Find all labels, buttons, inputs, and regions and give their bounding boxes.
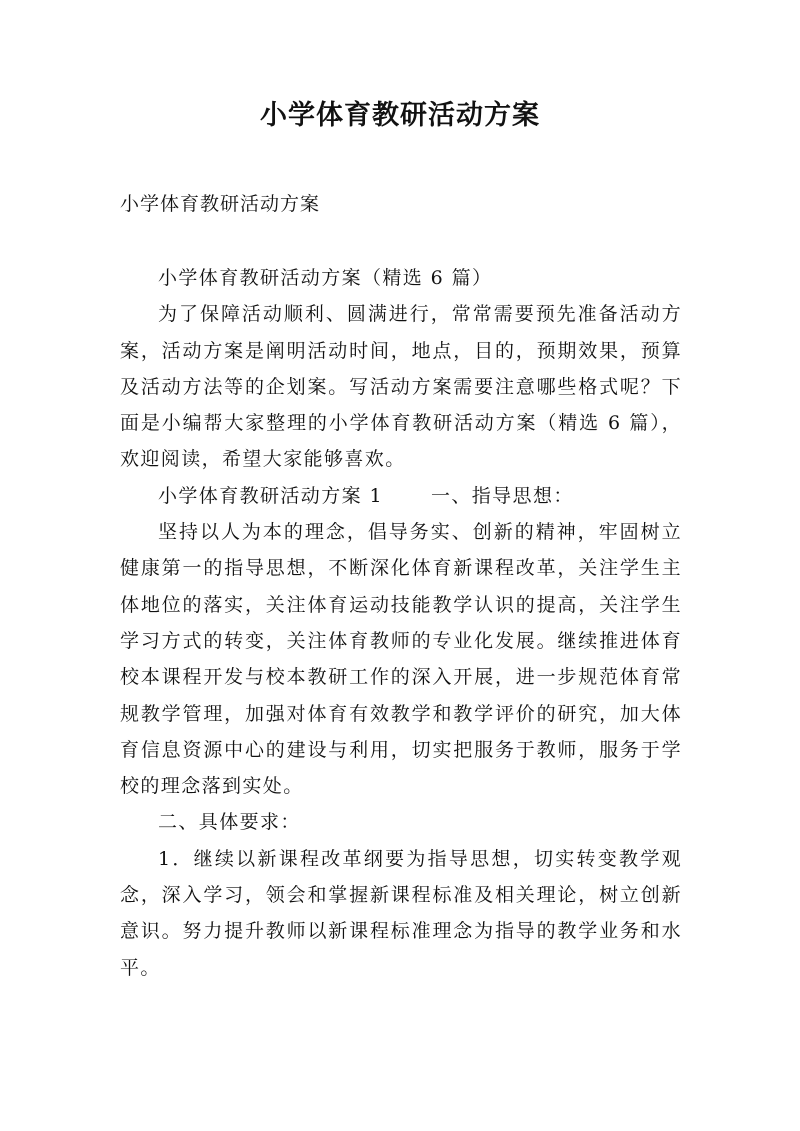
guiding-ideology-heading: 一、指导思想： bbox=[430, 484, 574, 507]
requirements-heading: 二、具体要求： bbox=[158, 811, 301, 834]
document-body bbox=[120, 260, 682, 986]
guiding-ideology-paragraph: 坚持以人为本的理念，倡导务实、创新的精神，牢固树立健康第一的指导思想，不断深化体育新课程改革，关注学生主体地位的落实，关注体育运动技能教学认识的提高，关注学生学习方式的转变，关注体育教师的专业化发展。继续推进体育校本课程开发与校本教研工作的深入开展，进一步规范体育常规教学管理，加强对体育有效教学和教学评价的研究，加大体育信息资源中心的建设与利用，切实把服务于教师，服务于学校的理念落到实处。 bbox=[120, 521, 682, 798]
intro-paragraph: 为了保障活动顺利、圆满进行，常常需要预先准备活动方案，活动方案是阐明活动时间，地点，目的，预期效果，预算及活动方法等的企划案。写活动方案需要注意哪些格式呢？下面是小编帮大家整理的小学体育教研活动方案（精选 6 篇），欢迎阅读，希望大家能够喜欢。 bbox=[120, 303, 682, 471]
collection-heading: 小学体育教研活动方案（精选 6 篇） bbox=[158, 267, 493, 289]
requirement-1-paragraph: 1．继续以新课程改革纲要为指导思想，切实转变教学观念，深入学习，领会和掌握新课程标准及相关理论，树立创新意识。努力提升教师以新课程标准理念为指导的教学业务和水平。 bbox=[120, 847, 682, 979]
document-title: 小学体育教研活动方案 bbox=[260, 100, 540, 131]
plan-1-heading: 小学体育教研活动方案 1 bbox=[158, 484, 383, 507]
section-heading-line bbox=[120, 478, 682, 514]
document-subtitle: 小学体育教研活动方案 bbox=[120, 193, 321, 215]
